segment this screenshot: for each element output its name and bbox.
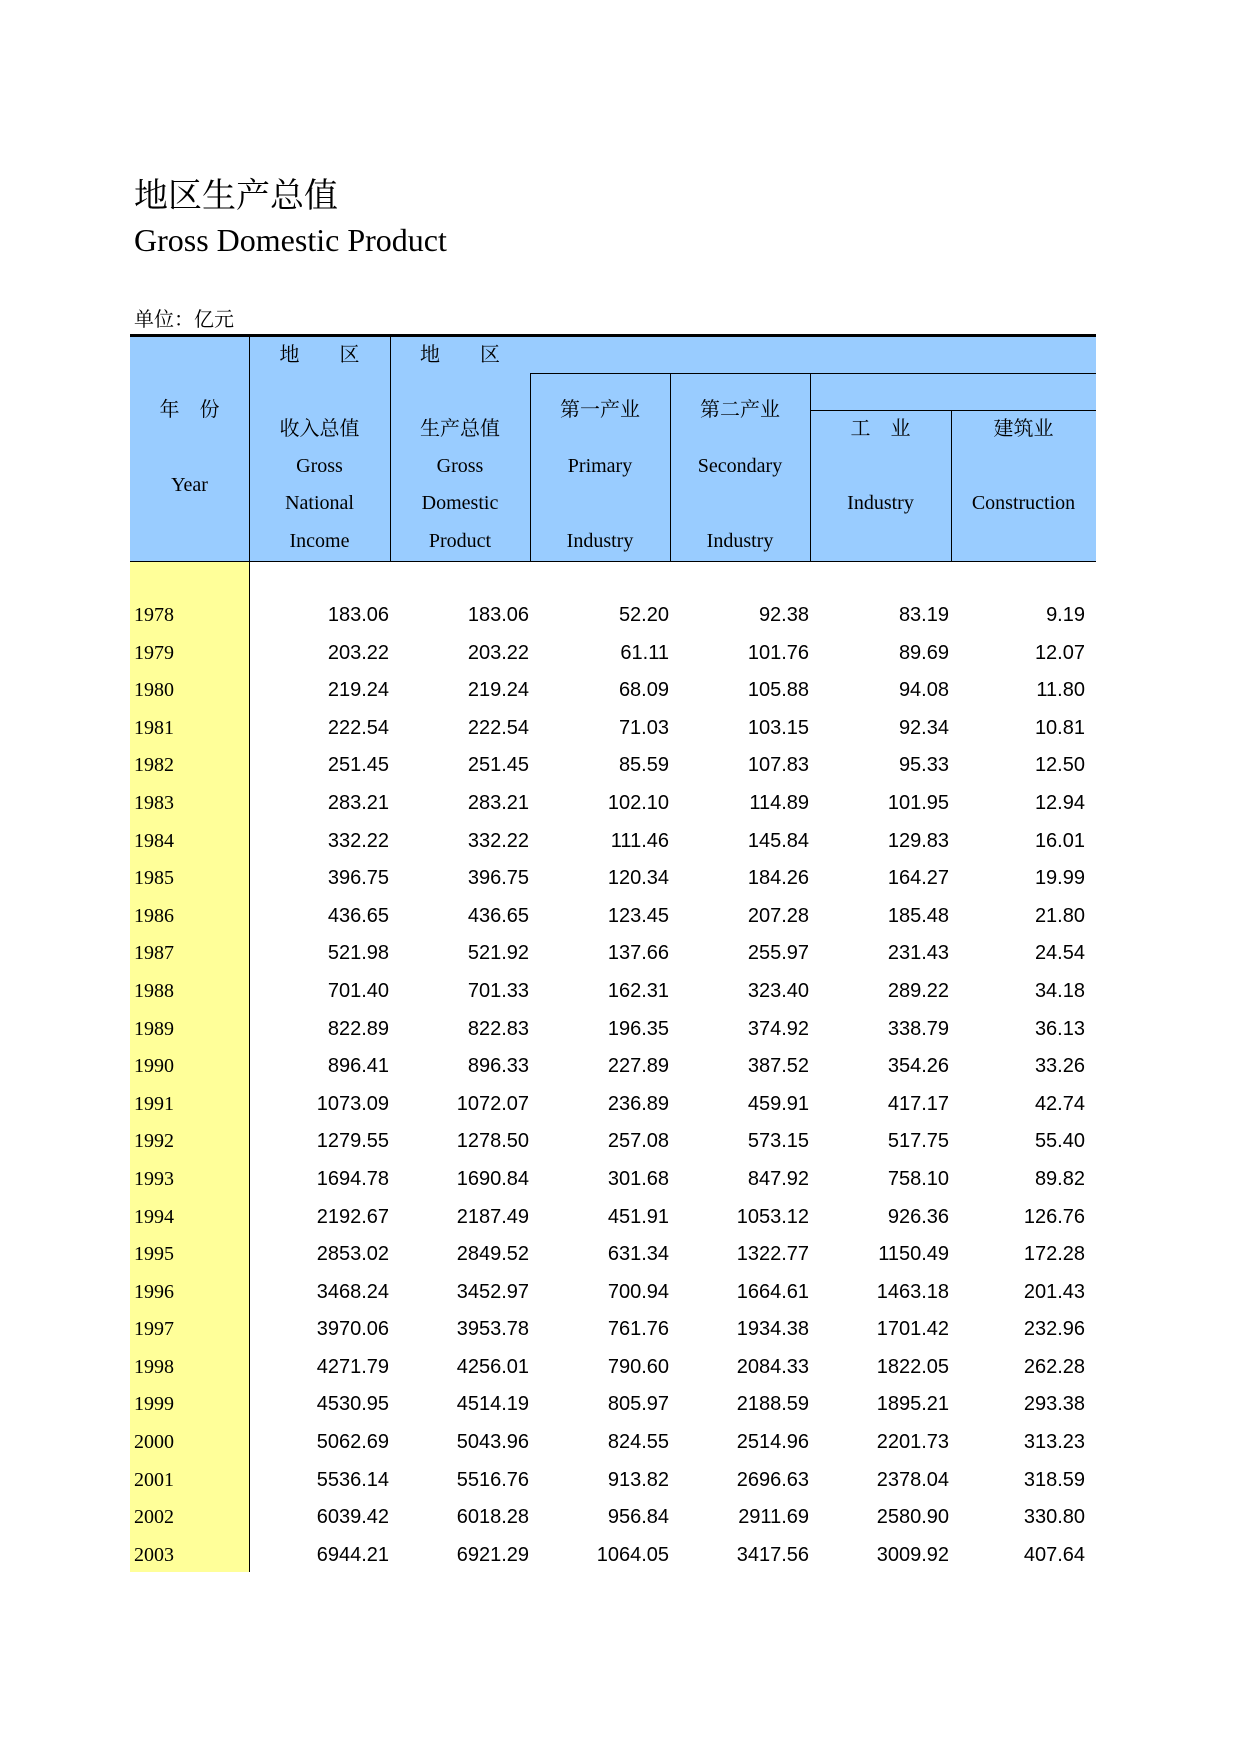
table-row <box>130 1499 1096 1537</box>
cell-year: 1985 <box>134 867 174 890</box>
cell-gni: 219.24 <box>327 679 389 702</box>
cell-year: 1990 <box>134 1055 174 1078</box>
cell-construction: 24.54 <box>1034 942 1085 965</box>
cell-gdp: 436.65 <box>467 904 529 927</box>
table-row <box>130 1424 1096 1462</box>
table-row <box>130 1086 1096 1124</box>
cell-industry: 1463.18 <box>876 1280 949 1303</box>
cell-primary: 956.84 <box>607 1506 669 1529</box>
cell-industry: 417.17 <box>887 1092 949 1115</box>
cell-year: 1999 <box>134 1393 174 1416</box>
cell-year: 1988 <box>134 979 174 1002</box>
table-row <box>130 1236 1096 1274</box>
cell-construction: 293.38 <box>1023 1393 1085 1416</box>
header-bottom-rule <box>130 561 1096 562</box>
cell-gdp: 1072.07 <box>456 1092 529 1115</box>
cell-gdp: 203.22 <box>467 641 529 664</box>
column-divider-secondary <box>810 373 811 562</box>
cell-primary: 227.89 <box>607 1055 669 1078</box>
cell-gdp: 1278.50 <box>456 1130 529 1153</box>
table-row <box>130 710 1096 748</box>
cell-construction: 33.26 <box>1034 1055 1085 1078</box>
cell-industry: 231.43 <box>887 942 949 965</box>
cell-gdp: 396.75 <box>467 867 529 890</box>
cell-gni: 5062.69 <box>316 1431 389 1454</box>
cell-secondary: 103.15 <box>747 716 809 739</box>
table-row <box>130 1199 1096 1237</box>
page-title-english: Gross Domestic Product <box>134 222 447 258</box>
cell-industry: 1701.42 <box>876 1318 949 1341</box>
table-row <box>130 1274 1096 1312</box>
cell-year: 1996 <box>134 1280 174 1303</box>
table-row <box>130 785 1096 823</box>
cell-primary: 111.46 <box>610 829 669 852</box>
header-gni-top: 地 区 <box>279 344 360 366</box>
cell-primary: 120.34 <box>607 867 669 890</box>
cell-gdp: 251.45 <box>467 754 529 777</box>
cell-construction: 232.96 <box>1023 1318 1085 1341</box>
header-gdp-top: 地 区 <box>420 344 500 366</box>
cell-gdp: 222.54 <box>467 716 529 739</box>
cell-gni: 896.41 <box>327 1055 389 1078</box>
cell-construction: 407.64 <box>1023 1543 1085 1566</box>
table-row <box>130 1349 1096 1387</box>
cell-construction: 89.82 <box>1034 1167 1085 1190</box>
table-row <box>130 1123 1096 1161</box>
cell-year: 1995 <box>134 1243 174 1266</box>
table-row <box>130 1161 1096 1199</box>
cell-year: 2001 <box>134 1468 174 1491</box>
cell-industry: 94.08 <box>898 679 949 702</box>
cell-gni: 521.98 <box>327 942 389 965</box>
cell-year: 1991 <box>134 1092 174 1115</box>
cell-gdp: 2849.52 <box>456 1243 529 1266</box>
cell-gni: 251.45 <box>327 754 389 777</box>
cell-gni: 5536.14 <box>316 1468 389 1491</box>
cell-primary: 761.76 <box>607 1318 669 1341</box>
cell-industry: 2580.90 <box>876 1506 949 1529</box>
cell-construction: 16.01 <box>1034 829 1085 852</box>
cell-gdp: 183.06 <box>467 604 529 626</box>
cell-industry: 517.75 <box>887 1130 949 1153</box>
cell-construction: 12.94 <box>1034 791 1085 814</box>
cell-industry: 1150.49 <box>878 1243 949 1266</box>
cell-industry: 2378.04 <box>876 1468 949 1491</box>
cell-year: 1994 <box>134 1205 174 1228</box>
table-row <box>130 635 1096 673</box>
cell-secondary: 107.83 <box>747 754 809 777</box>
cell-year: 1993 <box>134 1167 174 1190</box>
cell-industry: 926.36 <box>887 1205 949 1228</box>
cell-gdp: 822.83 <box>467 1017 529 1040</box>
cell-gni: 436.65 <box>327 904 389 927</box>
cell-gdp: 5043.96 <box>456 1431 529 1454</box>
cell-gdp: 3953.78 <box>456 1318 529 1341</box>
cell-gdp: 283.21 <box>467 791 529 814</box>
cell-industry: 92.34 <box>898 716 949 739</box>
cell-industry: 1895.21 <box>876 1393 949 1416</box>
header-primary-cn: 第一产业 <box>560 399 640 421</box>
header-top-rule <box>130 334 1096 337</box>
cell-gni: 222.54 <box>327 716 389 739</box>
cell-industry: 354.26 <box>887 1055 949 1078</box>
cell-gni: 1694.78 <box>316 1167 389 1190</box>
cell-gdp: 4514.19 <box>456 1393 529 1416</box>
cell-primary: 123.45 <box>607 904 669 927</box>
cell-industry: 185.48 <box>887 904 949 927</box>
cell-construction: 172.28 <box>1023 1243 1085 1266</box>
cell-secondary: 255.97 <box>747 942 809 965</box>
header-gni-cn: 收入总值 <box>279 418 360 440</box>
cell-primary: 631.34 <box>607 1243 669 1266</box>
cell-secondary: 105.88 <box>747 679 809 702</box>
page-title-chinese: 地区生产总值 <box>134 176 338 216</box>
header-industry-cn: 工 业 <box>850 418 911 440</box>
cell-gdp: 6018.28 <box>456 1506 529 1529</box>
cell-gdp: 896.33 <box>467 1055 529 1078</box>
cell-secondary: 207.28 <box>747 904 809 927</box>
cell-year: 1987 <box>134 942 174 965</box>
cell-year: 1982 <box>134 754 174 777</box>
cell-gni: 183.06 <box>327 604 389 626</box>
cell-construction: 36.13 <box>1034 1017 1085 1040</box>
cell-primary: 196.35 <box>607 1017 669 1040</box>
cell-construction: 313.23 <box>1023 1431 1085 1454</box>
cell-year: 1979 <box>134 641 174 664</box>
cell-gni: 4530.95 <box>316 1393 389 1416</box>
cell-gni: 1073.09 <box>316 1092 389 1115</box>
header-construction-en: Construction <box>971 492 1076 514</box>
cell-gdp: 219.24 <box>467 679 529 702</box>
cell-year: 1983 <box>134 791 174 814</box>
cell-secondary: 1322.77 <box>736 1243 809 1266</box>
cell-gdp: 332.22 <box>467 829 529 852</box>
cell-secondary: 1053.12 <box>736 1205 809 1228</box>
cell-construction: 9.19 <box>1046 604 1085 626</box>
cell-secondary: 847.92 <box>747 1167 809 1190</box>
cell-industry: 2201.73 <box>876 1431 949 1454</box>
header-rule-level2 <box>530 373 1096 374</box>
cell-primary: 805.97 <box>607 1393 669 1416</box>
table-row <box>130 1011 1096 1049</box>
unit-label: 单位：亿元 <box>134 307 234 331</box>
cell-construction: 262.28 <box>1023 1355 1085 1378</box>
cell-secondary: 2911.69 <box>738 1506 809 1529</box>
cell-industry: 95.33 <box>898 754 949 777</box>
cell-industry: 89.69 <box>898 641 949 664</box>
header-primary-en1: Primary <box>567 455 633 477</box>
cell-gdp: 6921.29 <box>456 1543 529 1566</box>
cell-secondary: 2084.33 <box>736 1355 809 1378</box>
header-year-en: Year <box>171 474 208 496</box>
cell-industry: 338.79 <box>887 1017 949 1040</box>
header-gni-en1: Gross <box>296 455 343 477</box>
cell-construction: 126.76 <box>1023 1205 1085 1228</box>
cell-gni: 822.89 <box>327 1017 389 1040</box>
table-row <box>130 672 1096 710</box>
cell-secondary: 573.15 <box>747 1130 809 1153</box>
cell-year: 1980 <box>134 679 174 702</box>
cell-primary: 52.20 <box>618 604 669 626</box>
cell-gdp: 701.33 <box>467 979 529 1002</box>
cell-construction: 10.81 <box>1034 716 1085 739</box>
cell-gdp: 5516.76 <box>456 1468 529 1491</box>
cell-primary: 68.09 <box>618 679 669 702</box>
cell-industry: 289.22 <box>887 979 949 1002</box>
table-row <box>130 898 1096 936</box>
cell-gdp: 1690.84 <box>456 1167 529 1190</box>
data-table-body <box>130 597 1096 1574</box>
cell-gni: 6944.21 <box>316 1543 389 1566</box>
header-rule-level3 <box>810 410 1096 411</box>
cell-gni: 2853.02 <box>316 1243 389 1266</box>
cell-industry: 164.27 <box>887 867 949 890</box>
table-row <box>130 1537 1096 1575</box>
cell-primary: 301.68 <box>607 1167 669 1190</box>
header-gdp-en2: Domestic <box>421 492 499 514</box>
cell-primary: 257.08 <box>607 1130 669 1153</box>
cell-year: 2003 <box>134 1543 174 1566</box>
cell-construction: 42.74 <box>1034 1092 1085 1115</box>
cell-secondary: 1664.61 <box>736 1280 809 1303</box>
cell-secondary: 145.84 <box>747 829 809 852</box>
cell-primary: 85.59 <box>618 754 669 777</box>
cell-gni: 203.22 <box>327 641 389 664</box>
cell-primary: 1064.05 <box>596 1543 669 1566</box>
cell-year: 1997 <box>134 1318 174 1341</box>
cell-primary: 137.66 <box>607 942 669 965</box>
cell-primary: 71.03 <box>618 716 669 739</box>
cell-gdp: 3452.97 <box>456 1280 529 1303</box>
cell-primary: 102.10 <box>607 791 669 814</box>
table-row <box>130 935 1096 973</box>
cell-secondary: 1934.38 <box>736 1318 809 1341</box>
cell-primary: 236.89 <box>607 1092 669 1115</box>
cell-gdp: 4256.01 <box>456 1355 529 1378</box>
cell-construction: 12.50 <box>1034 754 1085 777</box>
cell-secondary: 323.40 <box>747 979 809 1002</box>
cell-construction: 12.07 <box>1034 641 1085 664</box>
cell-gni: 701.40 <box>327 979 389 1002</box>
cell-secondary: 101.76 <box>747 641 809 664</box>
header-secondary-cn: 第二产业 <box>700 399 780 421</box>
cell-construction: 34.18 <box>1034 979 1085 1002</box>
table-row <box>130 1048 1096 1086</box>
header-gdp-en3: Product <box>428 530 492 552</box>
table-row <box>130 973 1096 1011</box>
cell-year: 2002 <box>134 1506 174 1529</box>
cell-secondary: 92.38 <box>758 604 809 626</box>
header-year-cn: 年 份 <box>159 399 220 421</box>
cell-secondary: 2514.96 <box>736 1431 809 1454</box>
cell-industry: 758.10 <box>887 1167 949 1190</box>
cell-year: 1989 <box>134 1017 174 1040</box>
cell-gni: 283.21 <box>327 791 389 814</box>
cell-primary: 61.11 <box>620 641 669 664</box>
cell-construction: 21.80 <box>1034 904 1085 927</box>
cell-construction: 11.80 <box>1036 679 1085 702</box>
cell-secondary: 2696.63 <box>736 1468 809 1491</box>
cell-construction: 55.40 <box>1034 1130 1085 1153</box>
cell-industry: 1822.05 <box>876 1355 949 1378</box>
cell-secondary: 3417.56 <box>736 1543 809 1566</box>
cell-construction: 330.80 <box>1023 1506 1085 1529</box>
cell-primary: 162.31 <box>607 979 669 1002</box>
table-row <box>130 860 1096 898</box>
cell-construction: 318.59 <box>1023 1468 1085 1491</box>
cell-primary: 700.94 <box>607 1280 669 1303</box>
cell-gni: 3970.06 <box>316 1318 389 1341</box>
header-construction-cn: 建筑业 <box>993 418 1054 440</box>
header-industry-en: Industry <box>847 492 914 514</box>
cell-gni: 332.22 <box>327 829 389 852</box>
cell-industry: 129.83 <box>887 829 949 852</box>
cell-gni: 396.75 <box>327 867 389 890</box>
cell-secondary: 374.92 <box>747 1017 809 1040</box>
cell-primary: 451.91 <box>607 1205 669 1228</box>
table-row <box>130 597 1096 635</box>
cell-secondary: 114.89 <box>749 791 809 814</box>
table-row <box>130 747 1096 785</box>
cell-secondary: 2188.59 <box>736 1393 809 1416</box>
table-row <box>130 1462 1096 1500</box>
cell-industry: 3009.92 <box>876 1543 949 1566</box>
cell-gni: 3468.24 <box>316 1280 389 1303</box>
cell-secondary: 459.91 <box>747 1092 809 1115</box>
header-gdp-en1: Gross <box>436 455 484 477</box>
header-gni-en3: Income <box>289 530 350 552</box>
cell-secondary: 184.26 <box>747 867 809 890</box>
cell-gni: 1279.55 <box>316 1130 389 1153</box>
header-gdp-cn: 生产总值 <box>420 418 500 440</box>
cell-industry: 83.19 <box>898 604 949 626</box>
header-secondary-en2: Industry <box>706 530 774 552</box>
cell-gdp: 2187.49 <box>456 1205 529 1228</box>
cell-year: 2000 <box>134 1431 174 1454</box>
header-secondary-en1: Secondary <box>697 455 783 477</box>
cell-year: 1981 <box>134 716 174 739</box>
cell-gni: 4271.79 <box>316 1355 389 1378</box>
table-row <box>130 823 1096 861</box>
cell-gdp: 521.92 <box>467 942 529 965</box>
cell-year: 1998 <box>134 1355 174 1378</box>
cell-gni: 6039.42 <box>316 1506 389 1529</box>
table-row <box>130 1386 1096 1424</box>
cell-year: 1986 <box>134 904 174 927</box>
cell-construction: 201.43 <box>1023 1280 1085 1303</box>
cell-secondary: 387.52 <box>747 1055 809 1078</box>
cell-primary: 824.55 <box>607 1431 669 1454</box>
cell-year: 1984 <box>134 829 174 852</box>
cell-primary: 913.82 <box>607 1468 669 1491</box>
table-row <box>130 1311 1096 1349</box>
cell-primary: 790.60 <box>607 1355 669 1378</box>
header-gni-en2: National <box>285 492 354 514</box>
cell-construction: 19.99 <box>1034 867 1085 890</box>
cell-year: 1978 <box>134 604 174 626</box>
cell-gni: 2192.67 <box>316 1205 389 1228</box>
header-primary-en2: Industry <box>566 530 634 552</box>
cell-year: 1992 <box>134 1130 174 1153</box>
cell-industry: 101.95 <box>887 791 949 814</box>
